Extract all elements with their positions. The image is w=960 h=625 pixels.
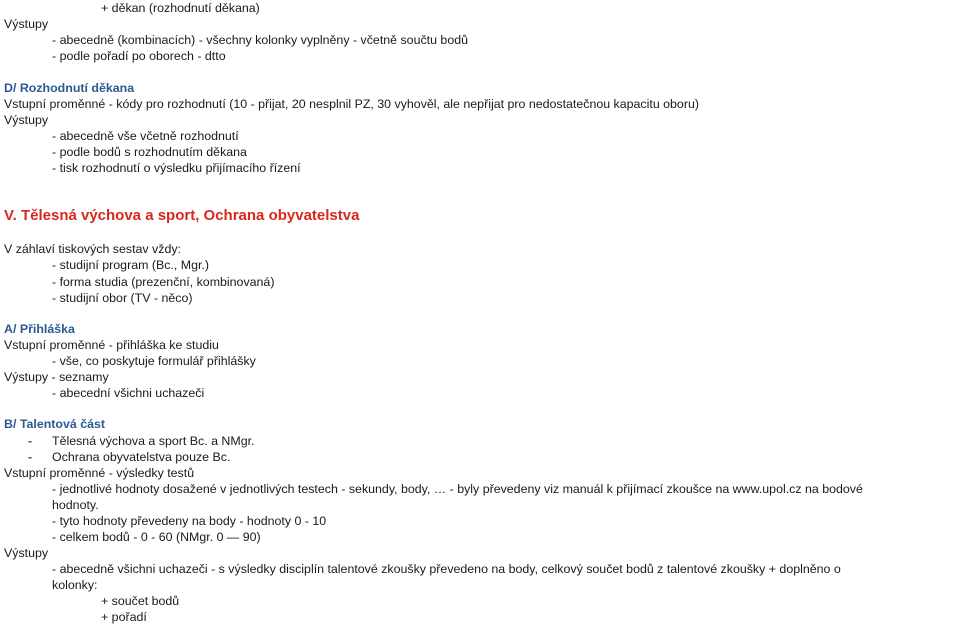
vystupy-label: Výstupy [4, 546, 49, 560]
list-item: + pořadí [101, 610, 147, 624]
list-item: - forma studia (prezenční, kombinovaná) [52, 275, 275, 289]
list-item: - tyto hodnoty převedeny na body - hodnoty 0 - 10 [52, 514, 327, 528]
section-b-heading: B/ Talentová část [4, 417, 105, 431]
list-item: kolonky: [52, 578, 98, 592]
vstupni-line: Vstupní proměnné - přihláška ke studiu [4, 338, 219, 352]
vstupni-line: Vstupní proměnné - výsledky testů [4, 466, 195, 480]
list-item: - jednotlivé hodnoty dosažené v jednotlivých testech - sekundy, body, … - byly převedeny viz manuál k přijímací zkoušce na www.upol.cz na bodové [52, 482, 863, 496]
bullet-dash: - [28, 450, 33, 464]
vystupy-label: Výstupy [4, 113, 49, 127]
intro-line: V záhlaví tiskových sestav vždy: [4, 242, 181, 256]
vystupy-label: Výstupy [4, 17, 49, 31]
list-item: - vše, co poskytuje formulář přihlášky [52, 354, 256, 368]
list-item: - abecedně vše včetně rozhodnutí [52, 129, 239, 143]
list-item: - studijní obor (TV - něco) [52, 291, 193, 305]
list-item: - abecedně všichni uchazeči - s výsledky disciplín talentové zkoušky převedeno na body, celkový součet bodů z talentové zkoušky + doplněno o [52, 562, 841, 576]
list-item: - podle pořadí po oborech - dtto [52, 49, 226, 63]
list-item: - studijní program (Bc., Mgr.) [52, 258, 209, 272]
list-item: Ochrana obyvatelstva pouze Bc. [52, 450, 231, 464]
list-item: - celkem bodů - 0 - 60 (NMgr. 0 — 90) [52, 530, 261, 544]
list-item: Tělesná výchova a sport Bc. a NMgr. [52, 434, 255, 448]
section-d-heading: D/ Rozhodnutí děkana [4, 81, 135, 95]
list-item: - podle bodů s rozhodnutím děkana [52, 145, 247, 159]
list-item: - abecedně (kombinacích) - všechny kolonky vyplněny - včetně součtu bodů [52, 33, 468, 47]
list-item: hodnoty. [52, 498, 99, 512]
list-item: - abecední všichni uchazeči [52, 386, 205, 400]
bullet-dash: - [28, 434, 33, 448]
list-item: - tisk rozhodnutí o výsledku přijímacího řízení [52, 161, 301, 175]
vstupni-line: Vstupní proměnné - kódy pro rozhodnutí (10 - přijat, 20 nesplnil PZ, 30 vyhověl, ale nepřijat pro nedostatečnou kapacitu oboru) [4, 97, 699, 111]
section-a-heading: A/ Přihláška [4, 322, 75, 336]
vystupy-label: Výstupy - seznamy [4, 370, 109, 384]
dekan-line: + děkan (rozhodnutí děkana) [101, 1, 260, 15]
list-item: + součet bodů [101, 594, 180, 608]
section-v-title: V. Tělesná výchova a sport, Ochrana obyvatelstva [4, 207, 360, 224]
